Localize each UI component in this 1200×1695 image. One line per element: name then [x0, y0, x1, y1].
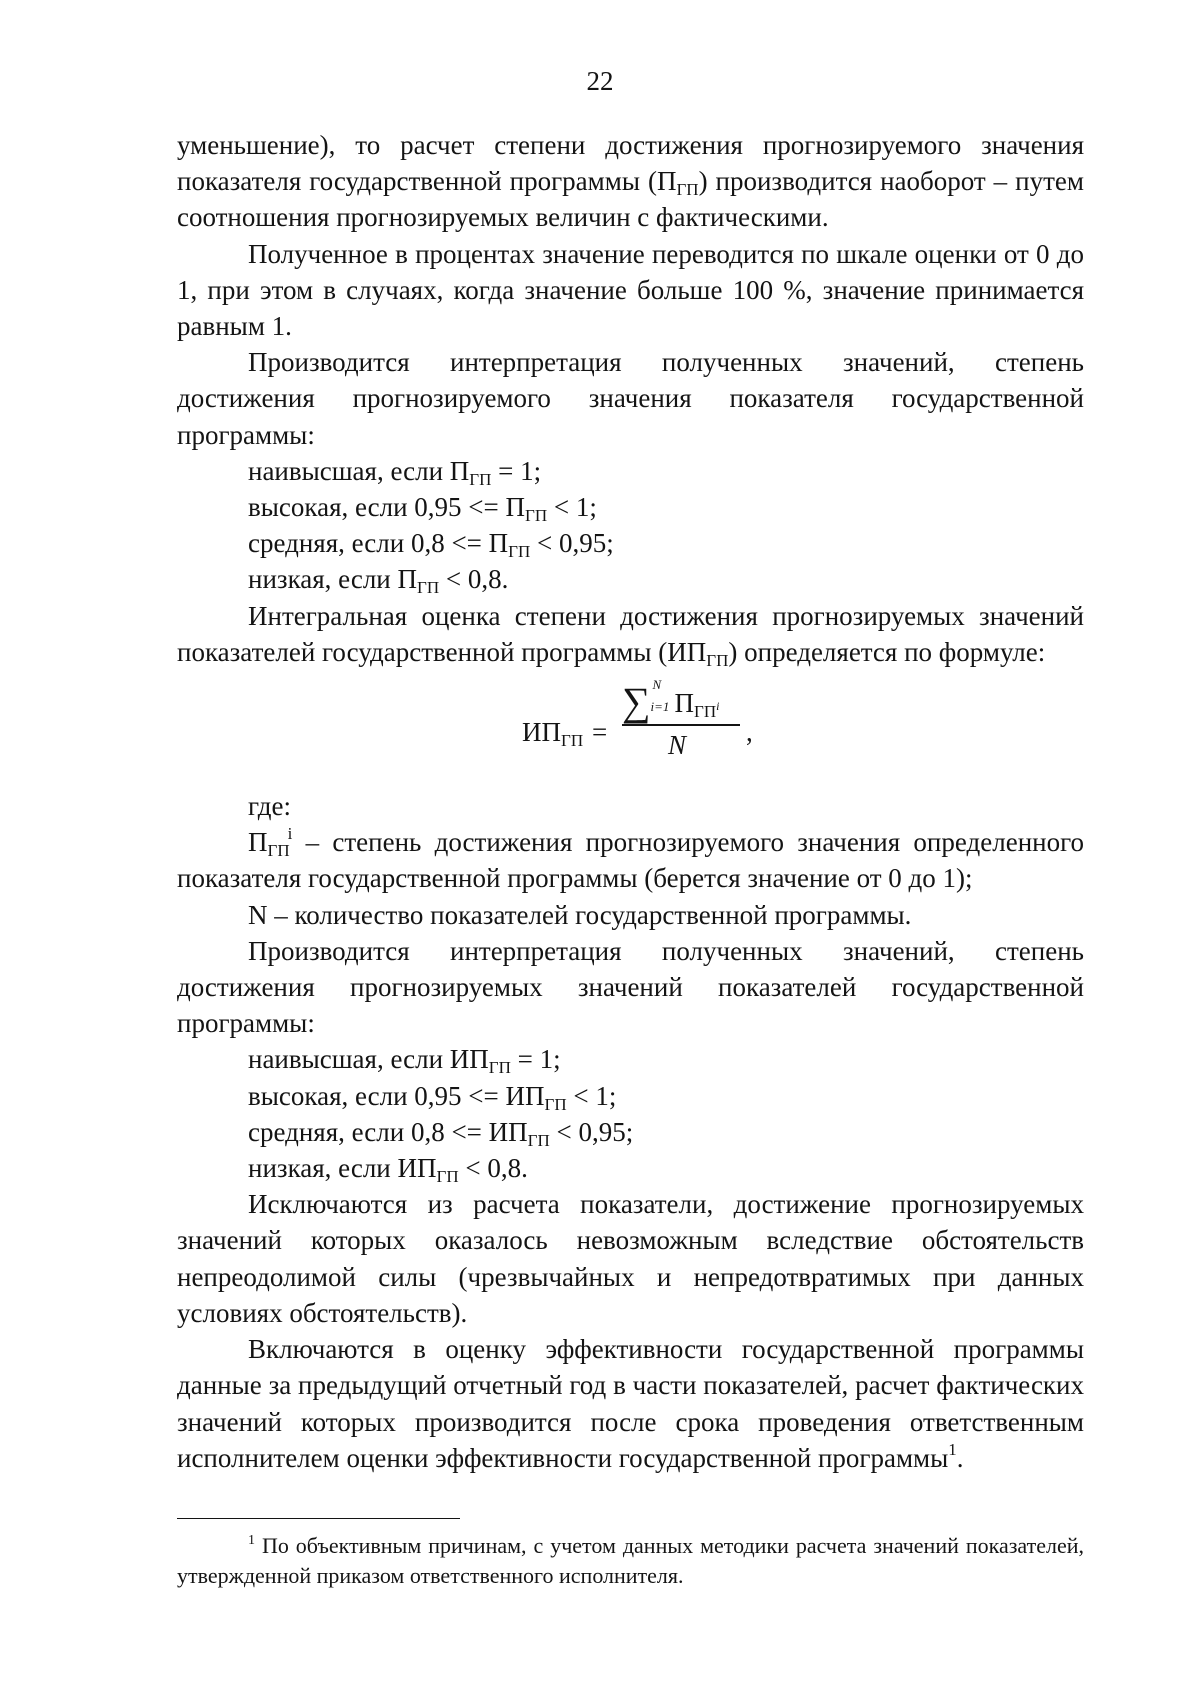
level-item: средняя, если $0,8 <= ИП_{ГП} < 0,95$; — [248, 1116, 634, 1150]
paragraph-scale: Полученное в процентах значение переводится по шкале оценки от 0 до 1, при этом в случаях, когда значение больше 100 %, значение принимается равным 1. — [177, 238, 1084, 342]
level-item: низкая, если $ИП_{ГП} < 0,8$. — [248, 1153, 528, 1187]
formula-numerator: ∑ N i=1 $П_{ГП}^i$ — [622, 677, 720, 725]
level-item: высокая, если $0,95 <= П_{ГП} < 1$; — [248, 492, 597, 526]
formula-denominator: N — [668, 730, 687, 761]
footnote-mark: 1 — [248, 1533, 255, 1548]
formula-comma: , — [746, 717, 753, 748]
levels-list-pgp — [177, 453, 1084, 598]
sum-sign: ∑ — [622, 679, 651, 725]
formula-lhs: $ИП_{ГП}$ — [522, 717, 584, 751]
definition-pgp: $П_{ГП}^i$ – степень достижения прогнозируемого значения определенного показателя государственной программы (берется значение от 0 до 1); — [177, 824, 1084, 894]
formula-block — [177, 670, 1084, 788]
paragraph-inclusions: Включаются в оценку эффективности государственной программы данные за предыдущий отчетный год в части показателей, расчет фактических значений которых производится после срока проведения ответственным исполнителем оценки эффективности государственной программы$^1$. — [177, 1334, 1084, 1473]
footnote-reference: 1 — [948, 1439, 957, 1459]
footnote: $^1$ По объективным причинам, с учетом данных методики расчета значений показателей, утвержденной приказом ответственного исполнителя. — [177, 1533, 1084, 1588]
level-item: высокая, если $0,95 <= ИП_{ГП} < 1$; — [248, 1080, 617, 1114]
where-label: где: — [248, 791, 291, 822]
paragraph-exclusions: Исключаются из расчета показатели, достижение прогнозируемых значений которых оказалось невозможным вследствие обстоятельств непреодолимой силы (чрезвычайных и непредотвратимых при данных условиях обстоятельств). — [177, 1189, 1084, 1328]
footnote-separator — [177, 1518, 460, 1519]
level-item: средняя, если $0,8 <= П_{ГП} < 0,95$; — [248, 528, 614, 562]
paragraph-interpretation-1: Производится интерпретация полученных значений, степень достижения прогнозируемого значения показателя государственной программы: — [177, 347, 1084, 450]
formula-equals: = — [592, 717, 608, 748]
levels-list-ipgp — [177, 1041, 1084, 1186]
paragraph-interpretation-2: Производится интерпретация полученных значений, степень достижения прогнозируемых значений показателей государственной программы: — [177, 935, 1084, 1039]
paragraph-continuation: уменьшение), то расчет степени достижения прогнозируемого значения показателя государственной программы $(П_{ГП})$ производится наоборот – путем соотношения прогнозируемых величин с фактическими. — [177, 130, 1084, 233]
formula — [522, 677, 782, 780]
definition-n: N – количество показателей государственной программы. — [248, 899, 912, 930]
level-item: низкая, если $П_{ГП} < 0,8$. — [248, 564, 509, 598]
page-body — [177, 127, 1084, 1476]
sum-limits: N i=1 — [650, 677, 670, 715]
page-number: 22 — [586, 66, 614, 96]
level-item: наивысшая, если $П_{ГП} = 1$; — [248, 455, 542, 489]
fraction-bar — [622, 724, 740, 726]
paragraph-integral: Интегральная оценка степени достижения прогнозируемых значений показателей государственной программы $(ИП_{ГП})$ определяется по формуле: — [177, 600, 1084, 670]
level-item: наивысшая, если $ИП_{ГП} = 1$; — [248, 1044, 561, 1078]
